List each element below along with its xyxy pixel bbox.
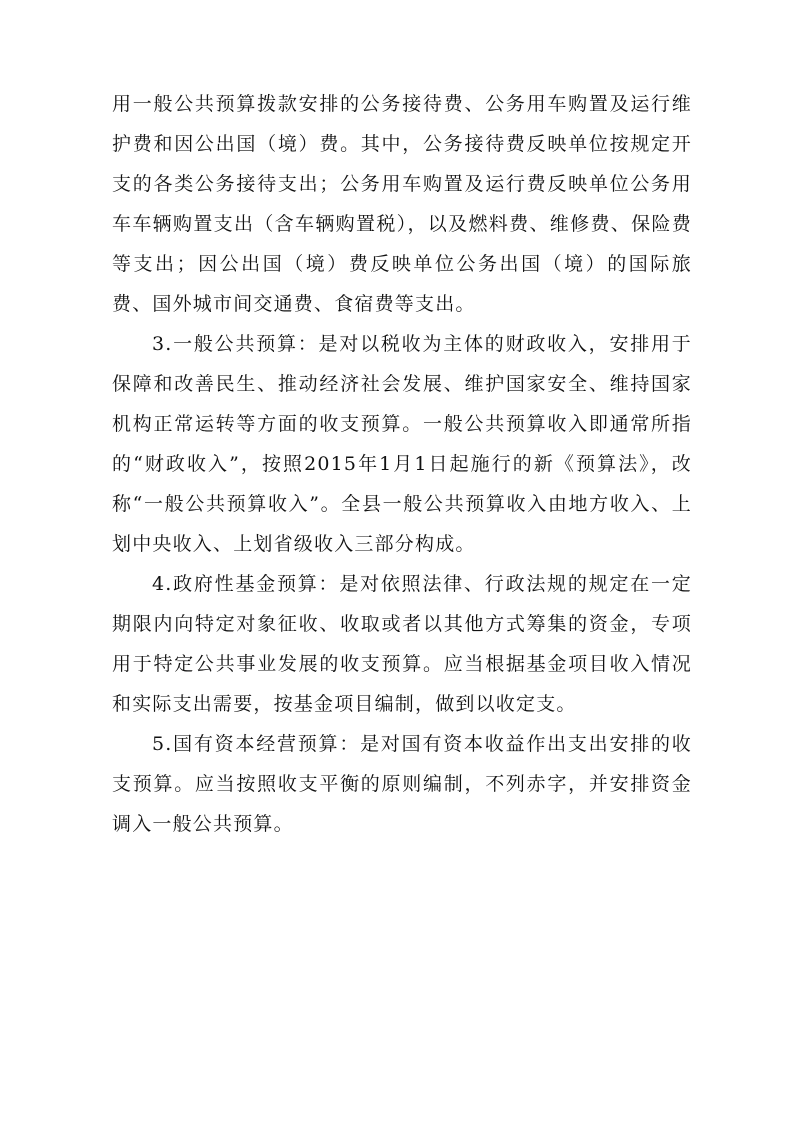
- paragraph-continuation: 用一般公共预算拨款安排的公务接待费、公务用车购置及运行维护费和因公出国（境）费。其中，公务接待费反映单位按规定开支的各类公务接待支出；公务用车购置及运行费反映单位公务用车车辆购置支出（含车辆购置税），以及燃料费、维修费、保险费等支出；因公出国（境）费反映单位公务出国（境）的国际旅费、国外城市间交通费、食宿费等支出。: [112, 93, 692, 315]
- paragraph-government-fund-budget: 4.政府性基金预算：是对依照法律、行政法规的规定在一定期限内向特定对象征收、收取或者以其他方式筹集的资金，专项用于特定公共事业发展的收支预算。应当根据基金项目收入情况和实际支出需要，按基金项目编制，做到以收定支。: [112, 573, 692, 715]
- paragraph-state-capital-budget: 5.国有资本经营预算：是对国有资本收益作出支出安排的收支预算。应当按照收支平衡的原则编制，不列赤字，并安排资金调入一般公共预算。: [112, 733, 692, 835]
- paragraph-general-public-budget: 3.一般公共预算：是对以税收为主体的财政收入，安排用于保障和改善民生、推动经济社会发展、维护国家安全、维持国家机构正常运转等方面的收支预算。一般公共预算收入即通常所指的“财政收入”，按照2015年1月1日起施行的新《预算法》，改称“一般公共预算收入”。全县一般公共预算收入由地方收入、上划中央收入、上划省级收入三部分构成。: [112, 333, 692, 555]
- document-body: [112, 84, 692, 844]
